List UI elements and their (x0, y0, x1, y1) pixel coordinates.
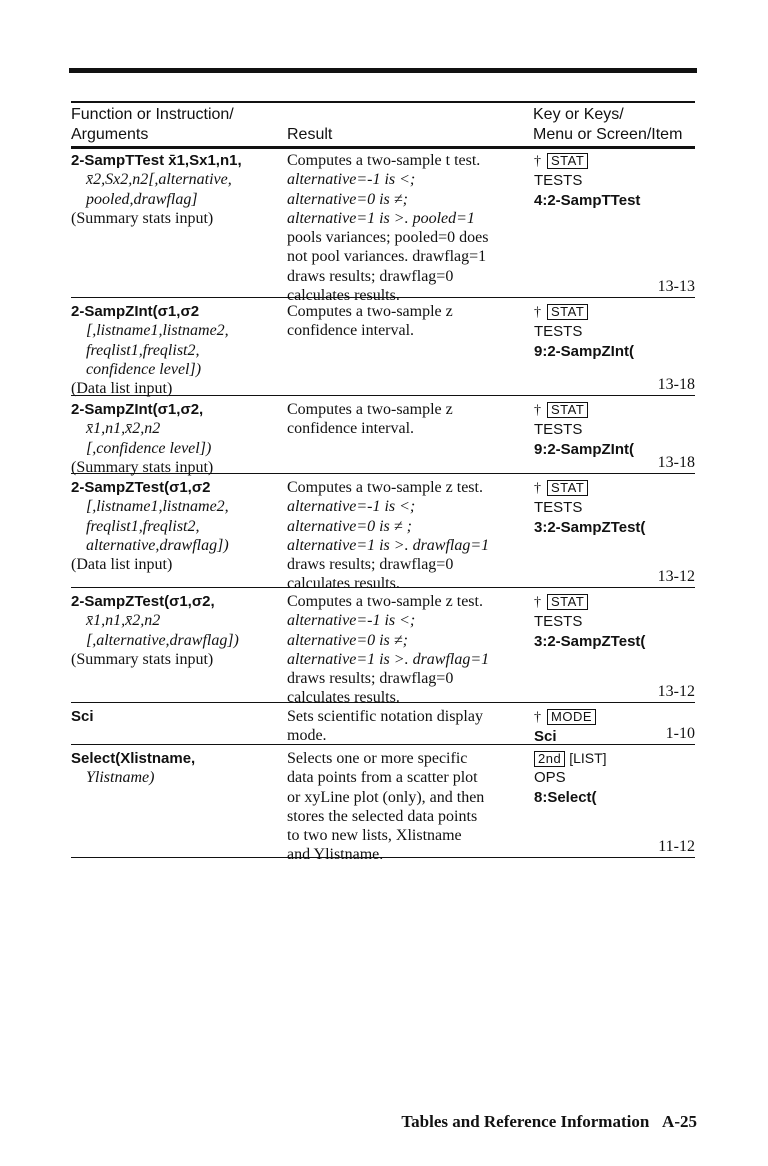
dagger-icon: † (534, 710, 541, 725)
row-keys: † STAT TESTS 4:2-SampTTest (534, 153, 641, 209)
row-function: 2-SampZInt(σ1,σ2, x̄1,n1,x̄2,n2 [,confidence level]) (Summary stats input) (71, 401, 214, 476)
row-keys: † STAT TESTS 9:2-SampZInt( (534, 304, 635, 360)
mode-key: MODE (547, 709, 596, 725)
row-result: Computes a two-sample z test. alternative=-1 is <; alternative=0 is ≠ ; alternative=1 is >. drawflag=1 draws results; drawflag=0 calculates results. (287, 479, 490, 593)
row-result: Computes a two-sample z confidence interval. (287, 303, 453, 340)
row-keys: 2nd [LIST] OPS 8:Select( (534, 750, 607, 806)
stat-key: STAT (547, 594, 588, 610)
row-function: 2-SampZTest(σ1,σ2 [,listname1,listname2, freqlist1,freqlist2, alternative,drawflag]) (Data list input) (71, 479, 229, 574)
page-ref: 11-12 (658, 838, 695, 855)
row-result: Selects one or more specific data points from a scatter plot or xyLine plot (only), and then stores the selected data points to two new lists, Xlistname and Ylistname. (287, 750, 485, 864)
page-ref: 13-18 (657, 376, 695, 393)
header-col2: Result (287, 126, 333, 143)
dagger-icon: † (534, 481, 541, 496)
page-ref: 13-12 (657, 568, 695, 585)
page-ref: 13-12 (657, 683, 695, 700)
page-ref: 13-13 (657, 278, 695, 295)
dagger-icon: † (534, 154, 541, 169)
dagger-icon: † (534, 595, 541, 610)
stat-key: STAT (547, 480, 588, 496)
stat-key: STAT (547, 153, 588, 169)
2nd-key: 2nd (534, 751, 565, 767)
row-function: Sci (71, 708, 94, 725)
row-result: Computes a two-sample z test. alternative=-1 is <; alternative=0 is ≠; alternative=1 is >. drawflag=1 draws results; drawflag=0 calculates results. (287, 593, 490, 707)
table-row (71, 397, 695, 474)
row-result: Sets scientific notation display mode. (287, 708, 483, 745)
table-row (71, 704, 695, 745)
table-row (71, 148, 695, 305)
table-header (71, 101, 695, 149)
page-ref: 13-18 (657, 454, 695, 471)
page-footer (401, 1112, 697, 1132)
row-result: Computes a two-sample z confidence interval. (287, 401, 453, 438)
header-col3: Key or Keys/ Menu or Screen/Item (533, 106, 683, 143)
row-function: 2-SampTTest x̄1,Sx1,n1, x̄2,Sx2,n2[,alternative, pooled,drawflag] (Summary stats input) (71, 152, 242, 227)
table-row (71, 475, 695, 593)
footer-title: Tables and Reference Information (401, 1112, 650, 1131)
row-function: 2-SampZInt(σ1,σ2 [,listname1,listname2, freqlist1,freqlist2, confidence level]) (Data list input) (71, 303, 229, 398)
header-col1: Function or Instruction/ Arguments (71, 106, 234, 143)
stat-key: STAT (547, 402, 588, 418)
dagger-icon: † (534, 403, 541, 418)
list-key-label: [LIST] (569, 750, 607, 766)
row-keys: † STAT TESTS 3:2-SampZTest( (534, 480, 646, 536)
row-result: Computes a two-sample t test. alternative=-1 is <; alternative=0 is ≠; alternative=1 is >. pooled=1 pools variances; pooled=0 does not pool variances. drawflag=1 draws results; drawflag=0 calculates results. (287, 152, 489, 305)
row-keys: † STAT TESTS 9:2-SampZInt( (534, 402, 635, 458)
table-row (71, 589, 695, 707)
top-rule (69, 68, 697, 73)
table-row (71, 299, 695, 396)
stat-key: STAT (547, 304, 588, 320)
row-function: 2-SampZTest(σ1,σ2, x̄1,n1,x̄2,n2 [,alternative,drawflag]) (Summary stats input) (71, 593, 239, 668)
row-keys: † MODE Sci (534, 707, 696, 747)
row-keys: † STAT TESTS 3:2-SampZTest( (534, 594, 646, 650)
row-function: Select(Xlistname, Ylistname) (71, 750, 196, 787)
page-ref: 1-10 (665, 725, 695, 742)
footer-page-number: A-25 (662, 1112, 697, 1131)
dagger-icon: † (534, 305, 541, 320)
table-row (71, 746, 695, 864)
